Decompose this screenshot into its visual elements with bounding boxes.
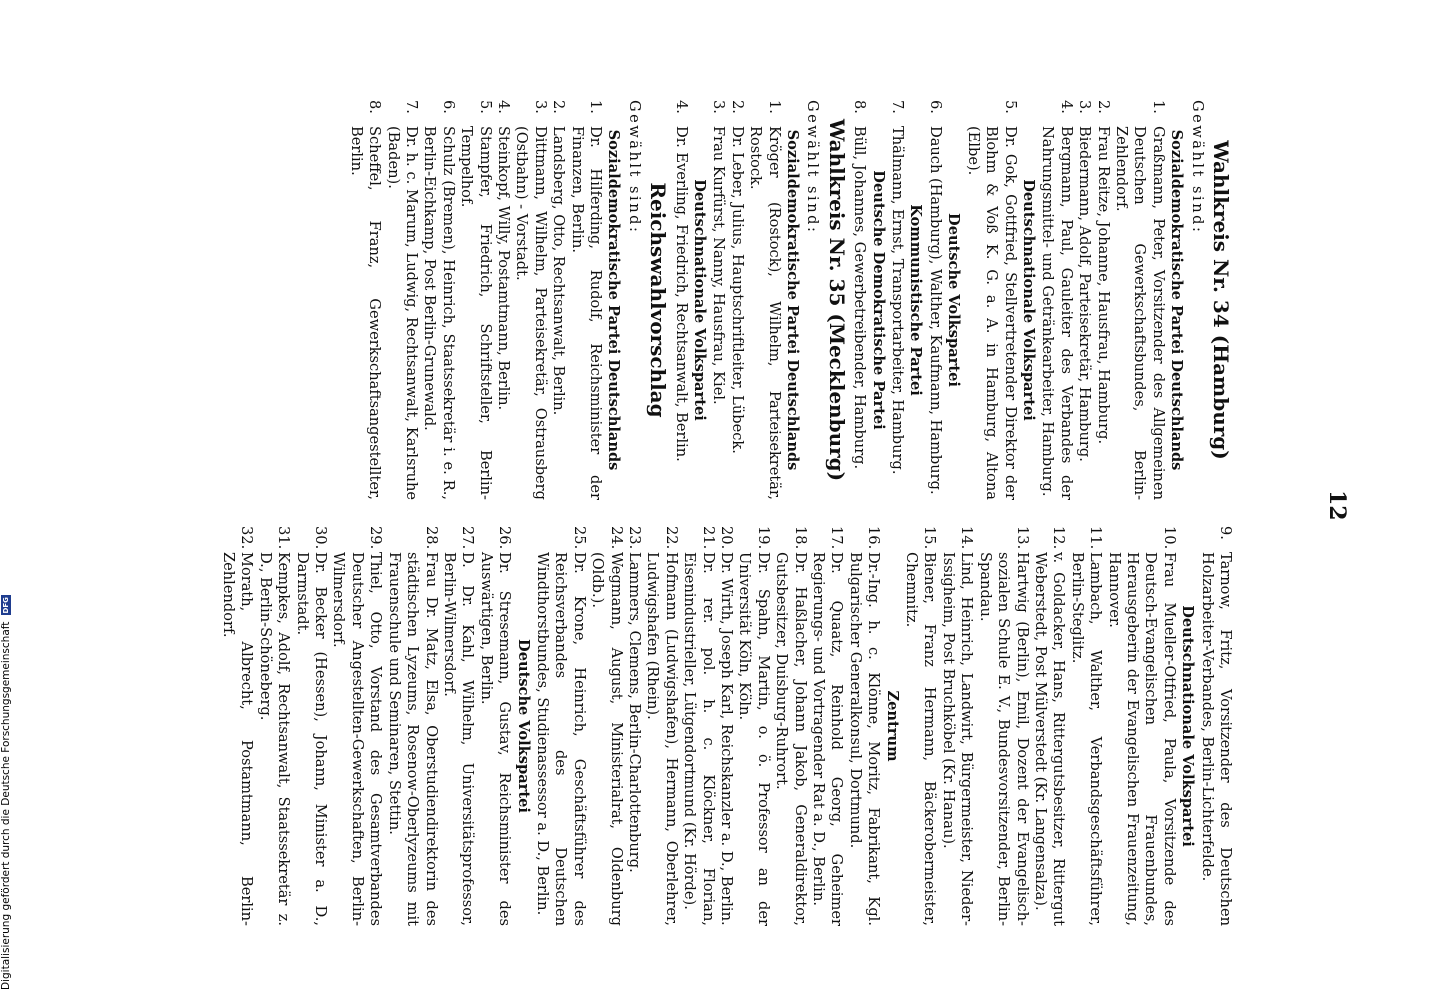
entry-number: 7. — [889, 100, 907, 114]
list-item — [680, 526, 717, 926]
list-item — [1067, 526, 1104, 926]
list-item — [1197, 526, 1234, 926]
entry-text: Scheffel, Franz, Gewerkschaftsangestellter, Berlin. — [347, 126, 384, 500]
entry-text: Schulz (Bremen), Heinrich, Staatssekretär i. e. R., Berlin-Eichkamp, Post Berlin-Grunewald. — [421, 126, 457, 500]
entry-text: Dr. Krone, Heinrich, Geschäftsführer des Reichsverbandes des Deutschen Windthorstbundes, Studienassessor a. D., Berlin. — [533, 552, 588, 926]
section-title-wk34: Wahlkreis Nr. 34 (Hamburg) — [1209, 140, 1233, 460]
entry-number: 1. — [587, 100, 604, 114]
entry-text: Thiel, Otto, Vorstand des Gesamtverbandes Deutscher Angestellten-Gewerkschaften, Berlin-Wilmersdorf. — [330, 552, 385, 926]
entry-number: 19. — [754, 526, 772, 550]
entry-text: Hartwig (Berlin), Emil, Dozent der Evangelisch-sozialen Schule E. V., Bundesvorsitzender, Berlin-Spandau. — [976, 552, 1031, 926]
entry-text: Dr. Spahn, Martin, o. ö. Professor an der Universität Köln, Köln. — [736, 552, 772, 926]
list-item — [845, 526, 882, 926]
candidate-list — [346, 100, 604, 500]
entry-text: Hofmann (Ludwigshafen), Hermann, Oberlehrer, Ludwigshafen (Rhein). — [644, 552, 680, 926]
list-item — [809, 526, 846, 926]
entry-text: Tarnow, Fritz, Vorsitzender des Deutschen Holzarbeiter-Verbandes, Berlin-Lichterfelde. — [1198, 552, 1234, 926]
list-item — [383, 100, 420, 500]
entry-number: 1. — [765, 100, 783, 114]
entry-number: 6. — [439, 100, 457, 114]
entry-number: 3. — [1076, 100, 1094, 114]
entry-text: Biedermann, Adolf, Parteisekretär, Hamburg. — [1076, 126, 1094, 462]
entry-text: Dr. Gok, Gottfried, Stellvertretender Direktor der Blohm & Voß K. G. a. A. in Hamburg, Altona (Elbe). — [964, 126, 1019, 500]
list-item — [567, 100, 604, 500]
elected-heading: Gewählt sind: — [625, 100, 643, 235]
entry-text: Stampfer, Friedrich, Schriftsteller, Berlin-Tempelhof. — [458, 126, 494, 500]
list-item — [902, 526, 939, 926]
list-item — [588, 526, 625, 926]
entry-text: Dr. rer. pol. h. c. Klöckner, Florian, Eisenindustrieller, Lütgendortmund (Kr. Hörde). — [681, 552, 717, 926]
list-item — [888, 100, 906, 500]
entry-number: 24. — [607, 526, 625, 550]
entry-number: 27. — [459, 526, 477, 550]
list-item — [1031, 526, 1068, 926]
entry-text: Dr. Hilferding, Rudolf, Reichsminister der Finanzen, Berlin. — [568, 126, 604, 500]
candidate-list — [219, 526, 514, 926]
funding-note — [0, 590, 12, 990]
list-item — [746, 100, 783, 500]
party-heading: Sozialdemokratische Partei Deutschlands — [605, 129, 623, 471]
entry-number: 4. — [494, 100, 512, 114]
list-item — [494, 100, 512, 500]
entry-text: Dr. Becker (Hessen), Johann, Minister a. D., Darmstadt. — [293, 552, 330, 926]
entry-text: D. Dr. Kahl, Wilhelm, Universitätsprofessor, Berlin-Wilmersdorf. — [440, 552, 477, 926]
elected-heading: Gewählt sind: — [1188, 100, 1206, 235]
entry-number: 4. — [672, 100, 690, 114]
entry-text: Dr. Leber, Julius, Hauptschriftleiter, Lübeck. — [728, 126, 746, 454]
candidate-list — [671, 100, 689, 500]
list-item — [329, 526, 384, 926]
entry-text: Landsberg, Otto, Rechtsanwalt, Berlin. — [550, 126, 568, 416]
list-item — [1038, 100, 1075, 500]
entry-number: 7. — [402, 100, 420, 114]
entry-text: Lind, Heinrich, Landwirt, Bürgermeister, Nieder-Issigheim, Post Bruchköbel (Kr. Hanau). — [939, 552, 976, 926]
entry-number: 13. — [1013, 526, 1031, 550]
list-item — [476, 526, 513, 926]
entry-text: Bergmann, Paul, Gauleiter des Verbandes der Nahrungsmittel- und Getränkearbeiter, Hamburg. — [1039, 126, 1075, 500]
entry-number: 4. — [1057, 100, 1075, 114]
list-item — [625, 526, 643, 926]
list-item — [963, 100, 1018, 500]
entry-text: Dr.-Ing. h. c. Klönne, Moritz, Fabrikant, Kgl. Bulgarischer Generalkonsul, Dortmund. — [846, 552, 883, 926]
party-heading: Deutschnationale Volkspartei — [1179, 605, 1197, 847]
list-item — [1104, 526, 1178, 926]
candidate-list — [888, 100, 906, 500]
entry-number: 22. — [662, 526, 680, 550]
entry-text: Dr. Wirth, Joseph Karl, Reichskanzler a. D., Berlin. — [718, 552, 736, 926]
list-item — [292, 526, 329, 926]
entry-number: 9. — [1217, 526, 1234, 540]
entry-number: 10. — [1160, 526, 1178, 550]
right-column — [219, 526, 1234, 926]
party-list-wk34 — [850, 100, 1185, 500]
entry-number: 5. — [476, 100, 494, 114]
list-item — [219, 526, 256, 926]
entry-number: 17. — [828, 526, 846, 550]
list-item — [717, 526, 735, 926]
entry-number: 12. — [1050, 526, 1068, 550]
party-heading: Kommunistische Partei — [907, 204, 925, 396]
entry-number: 3. — [710, 100, 728, 114]
party-heading: Deutschnationale Volkspartei — [691, 179, 709, 421]
entry-number: 11. — [1087, 526, 1105, 550]
list-item — [1093, 100, 1111, 500]
list-item — [926, 100, 944, 500]
entry-text: Frau Mueller-Otfried, Paula, Vorsitzende des Deutsch-Evangelischen Frauenbundes, Herausgeberin der Evangelischen Frauenzeitung, Hannover. — [1105, 552, 1178, 926]
list-item — [772, 526, 809, 926]
list-item — [533, 526, 588, 926]
candidate-list — [926, 100, 944, 500]
entry-text: Lambach, Walther, Verbandsgeschäftsführer, Berlin-Steglitz. — [1068, 552, 1105, 926]
entry-text: Graßmann, Peter, Vorsitzender des Allgemeinen Deutschen Gewerkschaftsbundes, Berlin-Zehlendorf. — [1112, 126, 1167, 500]
left-column — [346, 100, 1234, 500]
entry-text: Frau Kurfürst, Nanny, Hausfrau, Kiel. — [710, 126, 728, 405]
page-number: 12 — [1324, 490, 1350, 521]
entry-number: 32. — [238, 526, 256, 550]
party-heading: Deutschnationale Volkspartei — [1019, 179, 1037, 421]
entry-number: 14. — [958, 526, 976, 550]
candidate-list — [963, 100, 1018, 500]
party-list-reich — [346, 100, 622, 500]
party-list-right — [219, 526, 1197, 926]
section-title-wk35: Wahlkreis Nr. 35 (Mecklenburg) — [824, 118, 849, 482]
funding-note-text: Digitalisierung gefördert durch die Deutsche Forschungsgemeinschaft — [0, 621, 12, 990]
candidate-list — [1038, 100, 1167, 500]
entry-number: 31. — [275, 526, 293, 550]
entry-number: 2. — [550, 100, 568, 114]
entry-text: Dr. h. c. Marum, Ludwig, Rechtsanwalt, Karlsruhe (Baden). — [384, 126, 420, 500]
entry-number: 28. — [422, 526, 440, 550]
entry-number: 21. — [699, 526, 717, 550]
entry-number: 20. — [718, 526, 736, 550]
party-heading: Deutsche Demokratische Partei — [869, 170, 887, 430]
section-title-reich: Reichswahlvorschlag — [646, 182, 671, 418]
entry-text: Frau Reitze, Johanne, Hausfrau, Hamburg. — [1094, 126, 1112, 445]
party-heading: Sozialdemokratische Partei Deutschlands — [784, 129, 802, 471]
entry-text: Dauch (Hamburg), Walther, Kaufmann, Hamburg. — [926, 126, 944, 495]
candidate-list — [709, 100, 783, 500]
entry-text: Büll, Johannes, Gewerbetreibender, Hamburg. — [851, 126, 869, 470]
entry-number: 8. — [851, 100, 869, 114]
list-item — [457, 100, 494, 500]
entry-number: 2. — [1094, 100, 1112, 114]
entry-number: 18. — [791, 526, 809, 550]
list-item — [1112, 100, 1167, 500]
party-list-wk35 — [671, 100, 801, 500]
party-heading: Zentrum — [883, 690, 901, 762]
list-item — [939, 526, 976, 926]
list-item — [727, 100, 745, 500]
entry-text: Dr. Everling, Friedrich, Rechtsanwalt, Berlin. — [672, 126, 690, 462]
entry-number: 8. — [366, 100, 384, 114]
entry-text: Dittmann, Wilhelm, Parteisekretär, Ostrausberg (Ostbahn) - Vorstadt. — [513, 126, 549, 500]
entry-text: Lammers, Clemens, Berlin-Charlottenburg. — [626, 552, 643, 873]
candidate-list — [850, 100, 868, 500]
entry-text: Thälmann, Ernst, Transportarbeiter, Hamburg. — [889, 126, 907, 475]
party-heading: Sozialdemokratische Partei Deutschlands — [1168, 129, 1186, 471]
entry-number: 15. — [921, 526, 939, 550]
party-heading: Deutsche Volkspartei — [945, 213, 963, 387]
list-item — [420, 100, 457, 500]
entry-number: 1. — [1149, 100, 1167, 114]
list-item — [255, 526, 292, 926]
party-heading: Deutsche Volkspartei — [514, 639, 532, 813]
list-item — [512, 100, 549, 500]
entry-text: Steinkopf, Willy, Postamtmann, Berlin. — [494, 126, 512, 411]
list-item — [671, 100, 689, 500]
entry-number: 26. — [496, 526, 514, 550]
entry-number: 23. — [626, 526, 643, 550]
entry-number: 2. — [728, 100, 746, 114]
dfg-logo: DFG — [2, 597, 10, 614]
entry-text: v. Goldacker, Hans, Rittergutsbesitzer, Rittergut Weberstedt, Post Mülverstedt (Kr. Langensalza). — [1031, 552, 1068, 926]
list-item — [643, 526, 680, 926]
entry-text: Dr. Haßlacher, Johann Jakob, Generaldirektor, Gutsbesitzer, Duisburg-Ruhrort. — [773, 552, 809, 926]
entry-number: 3. — [531, 100, 549, 114]
list-item — [709, 100, 727, 500]
entry-number: 25. — [570, 526, 588, 550]
candidate-list — [902, 526, 1178, 926]
list-item — [1075, 100, 1093, 500]
entry-text: Dr. Quaatz, Reinhold Georg, Geheimer Regierungs- und Vortragender Rat a. D., Berlin. — [810, 552, 846, 926]
entry-text: Biener, Franz Hermann, Bäckerobermeister, Chemnitz. — [903, 552, 939, 926]
list-item — [549, 100, 567, 500]
list-item — [346, 100, 383, 500]
entry-text: Morath, Albrecht, Postamtmann, Berlin-Zehlendorf. — [220, 552, 256, 926]
entry-number: 29. — [367, 526, 385, 550]
list-item — [850, 100, 868, 500]
list-item — [735, 526, 772, 926]
entry-text: Wegmann, August, Ministerialrat, Oldenburg (Oldb.). — [589, 552, 625, 926]
entry-number: 5. — [1001, 100, 1019, 114]
entry-text: Kröger (Rostock), Wilhelm, Parteisekretär, Rostock. — [747, 126, 783, 500]
entry-text: Dr. Stresemann, Gustav, Reichsminister des Auswärtigen, Berlin. — [477, 552, 514, 926]
elected-heading: Gewählt sind: — [804, 100, 822, 235]
list-item — [440, 526, 477, 926]
list-item — [975, 526, 1030, 926]
entry-number: 6. — [926, 100, 944, 114]
entry-text: Frau Dr. Matz, Elsa, Oberstudiendirektorin des städtischen Lyzeums, Rosenow-Oberlyzeums mit Frauenschule und Seminaren, Stettin. — [385, 552, 440, 926]
entry-text: Kempkes, Adolf, Rechtsanwalt, Staatssekretär z. D., Berlin-Schöneberg. — [256, 552, 293, 926]
candidate-list — [533, 526, 883, 926]
list-item — [384, 526, 439, 926]
entry-number: 30. — [312, 526, 330, 550]
entry-number: 16. — [865, 526, 883, 550]
